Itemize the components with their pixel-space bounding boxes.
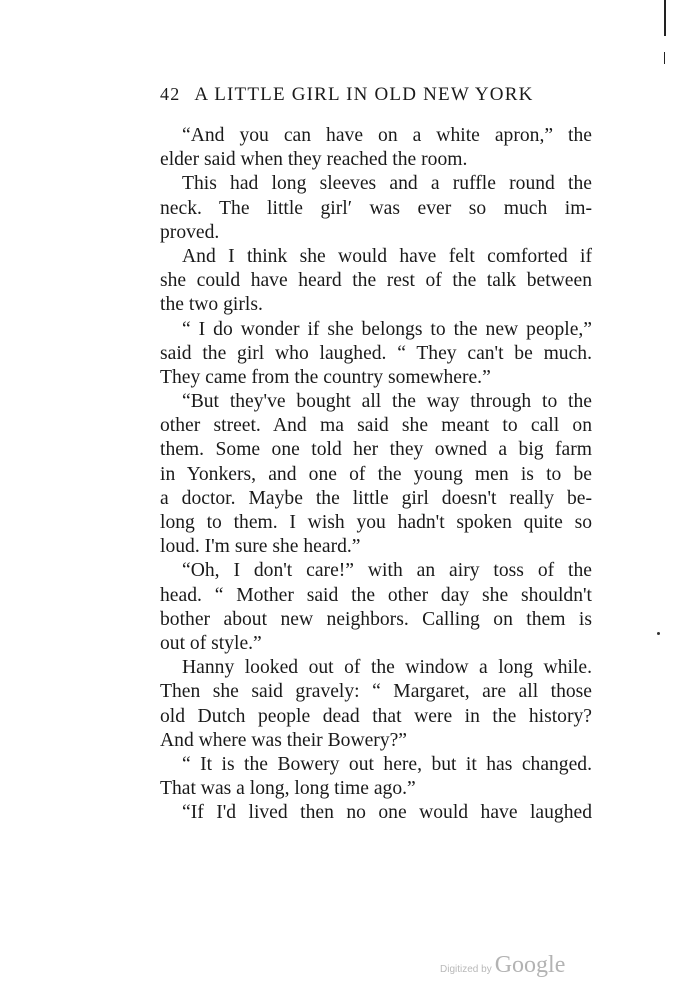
text-line: They came from the country somewhere.” <box>160 366 491 388</box>
body-text <box>160 124 592 825</box>
text-line: “ I do wonder if she belongs to the new people,” <box>182 318 592 340</box>
page-edge-mark <box>664 52 665 64</box>
google-wordmark: Google <box>494 952 566 978</box>
text-line: Hanny looked out of the window a long while. <box>182 657 592 679</box>
text-line: a doctor. Maybe the little girl doesn't really be- <box>160 487 592 509</box>
text-line: “Oh, I don't care!” with an airy toss of the <box>182 560 592 582</box>
text-line: “And you can have on a white apron,” the <box>182 125 592 146</box>
text-line: “If I'd lived then no one would have laughed <box>182 802 592 824</box>
text-line: Then she said gravely: “ Margaret, are all those <box>160 681 592 703</box>
page-edge-mark <box>664 0 666 36</box>
text-line: “But they've bought all the way through to the <box>182 391 592 413</box>
text-line: old Dutch people dead that were in the history? <box>160 705 592 727</box>
digitized-by-label: Digitized by <box>440 964 492 975</box>
text-line: said the girl who laughed. “ They can't be much. <box>160 342 592 364</box>
digitization-watermark <box>440 952 565 982</box>
text-line: neck. The little girl′ was ever so much im- <box>160 197 592 219</box>
text-line: head. “ Mother said the other day she shouldn't <box>160 584 592 606</box>
text-line: loud. I'm sure she heard.” <box>160 536 361 558</box>
text-line: them. Some one told her they owned a big farm <box>160 439 592 461</box>
text-line: bother about new neighbors. Calling on them is <box>160 608 592 630</box>
text-line: she could have heard the rest of the talk between <box>160 270 592 292</box>
text-line: And where was their Bowery?” <box>160 729 408 751</box>
text-line: “ It is the Bowery out here, but it has changed. <box>182 753 592 775</box>
page-number: 42 <box>160 84 181 104</box>
page-speck <box>657 632 660 635</box>
text-line: proved. <box>160 221 220 243</box>
text-line: long to them. I wish you hadn't spoken quite so <box>160 512 592 533</box>
text-line: That was a long, long time ago.” <box>160 778 416 800</box>
running-header <box>160 84 600 114</box>
text-line: the two girls. <box>160 294 263 316</box>
text-line: elder said when they reached the room. <box>160 149 468 171</box>
text-line: in Yonkers, and one of the young men is to be <box>160 463 592 485</box>
text-line: other street. And ma said she meant to call on <box>160 415 592 437</box>
running-title: A LITTLE GIRL IN OLD NEW YORK <box>194 84 534 105</box>
text-line: This had long sleeves and a ruffle round the <box>182 173 592 195</box>
text-line: out of style.” <box>160 632 262 654</box>
text-line: And I think she would have felt comforted if <box>182 245 592 267</box>
